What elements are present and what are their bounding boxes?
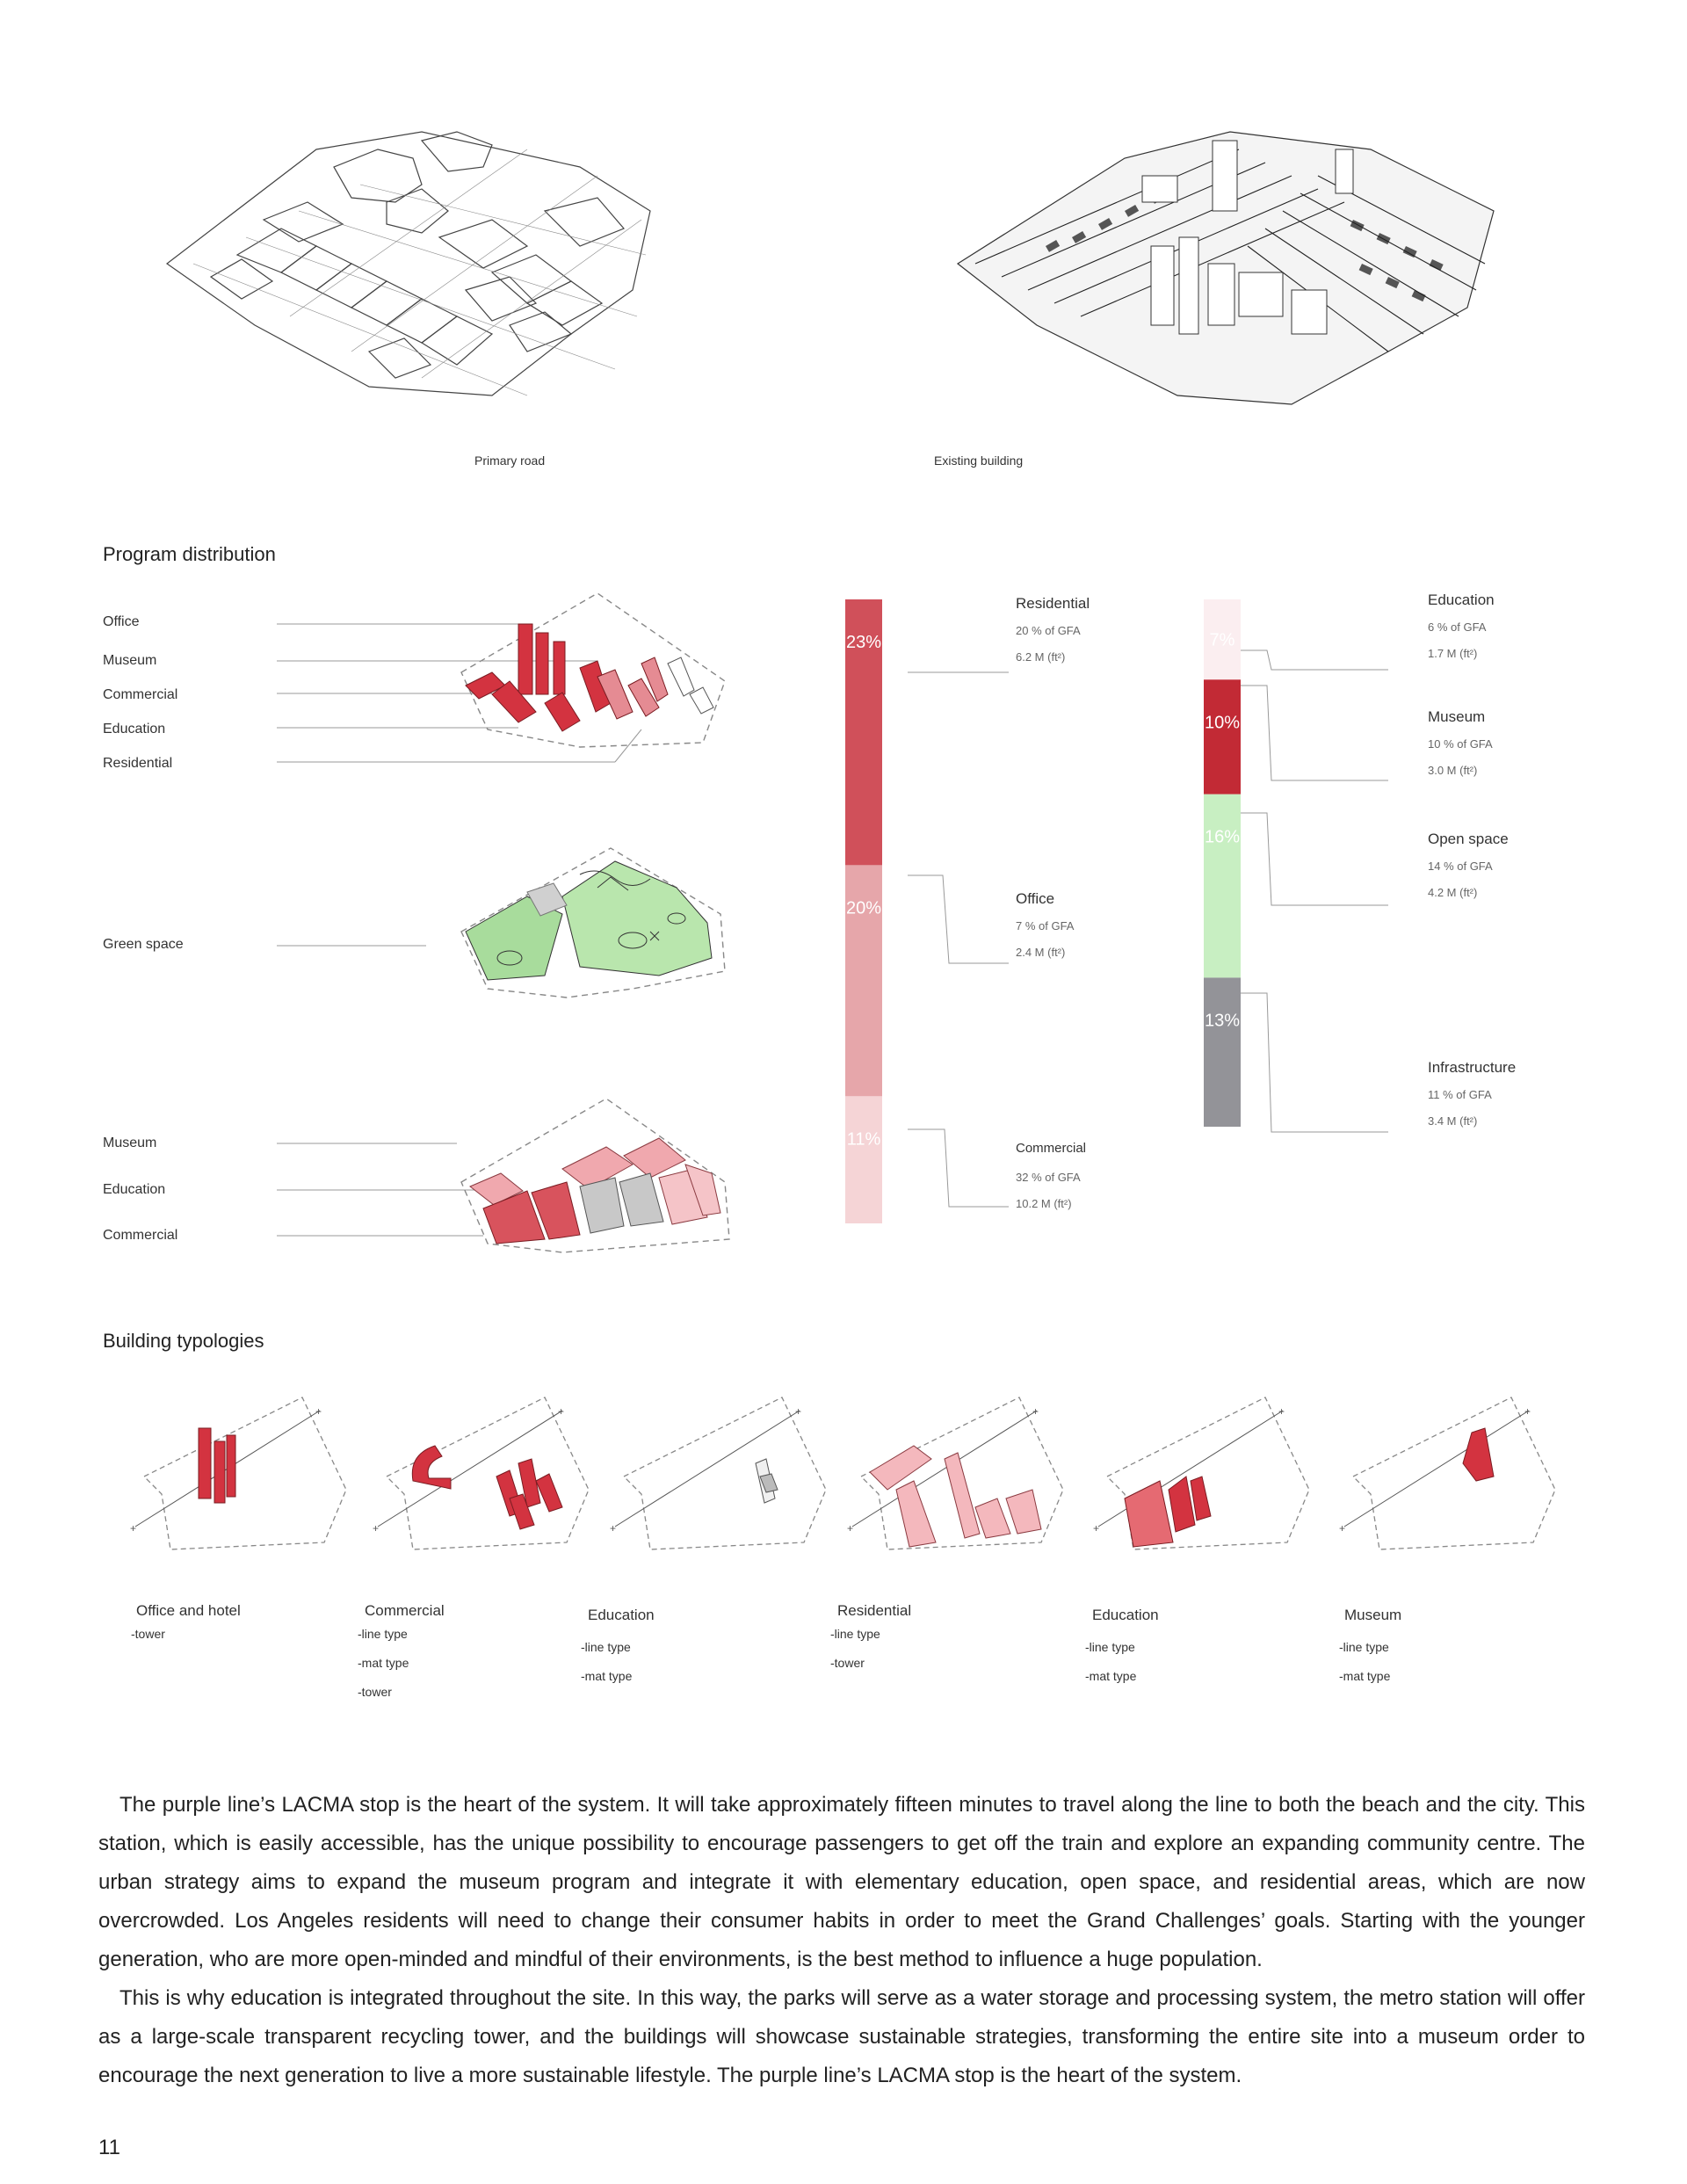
typology-diagram-museum — [1339, 1397, 1555, 1549]
bar2-infrastructure-name: Infrastructure — [1428, 1059, 1517, 1076]
program-distribution-heading: Program distribution — [103, 543, 276, 565]
typology-title: Residential — [837, 1602, 912, 1619]
bar2-open-space-share: 14 % of GFA — [1428, 860, 1493, 873]
typology-sub: -tower — [131, 1627, 165, 1641]
bar2-museum-share: 10 % of GFA — [1428, 737, 1493, 751]
bar1-segment-label-1: 20% — [845, 898, 882, 918]
typology-title: Museum — [1344, 1607, 1402, 1623]
bar1-residential-share: 20 % of GFA — [1016, 624, 1081, 637]
typology-diagrams: + + — [123, 1393, 1564, 1569]
existing-building-map — [949, 114, 1511, 413]
typology-diagram-office — [130, 1397, 346, 1549]
bar2-education-name: Education — [1428, 591, 1495, 608]
typology-sub: -tower — [830, 1656, 865, 1670]
bar2-museum-name: Museum — [1428, 708, 1486, 725]
bar1-commercial-name: Commercial — [1016, 1141, 1087, 1156]
bar2-open-space-area: 4.2 M (ft²) — [1428, 886, 1478, 899]
typology-sub: -mat type — [1339, 1669, 1391, 1683]
building-typologies-heading: Building typologies — [103, 1330, 264, 1352]
bar2-infrastructure-share: 11 % of GFA — [1428, 1088, 1492, 1101]
bar2-segment-1 — [1204, 679, 1241, 794]
diagram1-label-residential: Residential — [103, 756, 173, 771]
typology-diagram-education-2 — [1093, 1397, 1309, 1549]
diagram3-label-education: Education — [103, 1182, 166, 1197]
typology-title: Commercial — [365, 1602, 445, 1619]
bar2-segment-label-3: 13% — [1204, 1011, 1241, 1031]
bar2-open-space-name: Open space — [1428, 831, 1509, 847]
bar1-segment-label-0: 23% — [845, 633, 882, 652]
diagram1-label-office: Office — [103, 614, 140, 629]
typology-diagram-commercial — [373, 1397, 589, 1549]
typology-museum — [1339, 1607, 1402, 1691]
typology-sub: -mat type — [581, 1669, 633, 1683]
bar1-office-name: Office — [1016, 890, 1055, 907]
typology-sub: -line type — [1085, 1640, 1135, 1654]
bar2-infrastructure-area: 3.4 M (ft²) — [1428, 1114, 1478, 1128]
bar2-education-share: 6 % of GFA — [1428, 620, 1487, 634]
typology-residential — [830, 1602, 912, 1678]
diagram2-label-green-space: Green space — [103, 937, 184, 952]
typology-office-and-hotel — [131, 1602, 241, 1649]
building-program-diagram — [264, 580, 756, 791]
bar1-residential-area: 6.2 M (ft²) — [1016, 650, 1066, 664]
body-paragraph-2: This is why education is integrated throughout the site. In this way, the parks will serve as a water storage and processing system, the metro station will offer as a large-scale transparent recycling tower, and the buildings will showcase sustainable strategies, transforming the entire site into a museum order to encourage the next generation to live a more sustainable lifestyle. The purple line’s LACMA stop is the heart of the system. — [98, 1986, 1585, 2087]
bar1-office-area: 2.4 M (ft²) — [1016, 946, 1066, 959]
typology-sub: -line type — [581, 1640, 631, 1654]
typology-title: Education — [588, 1607, 655, 1623]
typology-sub: -tower — [358, 1685, 392, 1699]
diagram3-label-museum: Museum — [103, 1136, 157, 1150]
bar1-commercial-area: 10.2 M (ft²) — [1016, 1197, 1072, 1210]
diagram3-label-commercial: Commercial — [103, 1228, 178, 1243]
bar2-segment-label-0: 7% — [1209, 630, 1235, 650]
bar2-segment-3 — [1204, 977, 1241, 1127]
primary-road-caption: Primary road — [474, 453, 546, 468]
green-space-diagram — [264, 835, 756, 1011]
typology-sub: -mat type — [358, 1656, 409, 1670]
bar2-segment-label-2: 16% — [1204, 827, 1241, 847]
bar2-education-area: 1.7 M (ft²) — [1428, 647, 1478, 660]
bar2-segment-2 — [1204, 795, 1241, 978]
typology-diagram-residential — [847, 1397, 1063, 1549]
bar2-museum-area: 3.0 M (ft²) — [1428, 764, 1478, 777]
primary-road-map — [158, 114, 668, 413]
typology-sub: -mat type — [1085, 1669, 1137, 1683]
typology-title: Education — [1092, 1607, 1159, 1623]
page-number: 11 — [98, 2136, 120, 2159]
typology-sub: -line type — [1339, 1640, 1389, 1654]
body-text — [98, 1786, 1585, 2095]
diagram1-label-museum: Museum — [103, 653, 157, 668]
diagram1-label-education: Education — [103, 722, 166, 736]
bar1-office-share: 7 % of GFA — [1016, 919, 1075, 932]
bar2-segment-label-1: 10% — [1204, 713, 1241, 733]
typology-title: Office and hotel — [136, 1602, 241, 1619]
bar1-residential-name: Residential — [1016, 595, 1090, 612]
program-bar-chart-1 — [835, 580, 1133, 1248]
body-paragraph-1: The purple line’s LACMA stop is the heart of the system. It will take approximately fifteen minutes to travel along the line to both the beach and the city. This station, which is easily accessible, has the unique possibility to encourage passengers to get off the train and explore an expanding community centre. The urban strategy aims to expand the museum program and integrate it with elementary education, open space, and residential areas, which are now overcrowded. Los Angeles residents will need to change their consumer habits in order to meet the Grand Challenges’ goals. Starting with the younger generation, who are more open-minded and mindful of their environments, is the best method to influence a huge population. — [98, 1793, 1585, 1971]
typology-commercial — [358, 1602, 445, 1707]
typology-diagram-education-1 — [610, 1397, 826, 1549]
bar1-segment-label-2: 11% — [846, 1129, 881, 1150]
typology-sub: -line type — [358, 1627, 408, 1641]
diagram1-label-commercial: Commercial — [103, 687, 178, 702]
existing-building-caption: Existing building — [934, 453, 1024, 468]
typology-education-2 — [1085, 1607, 1159, 1691]
bar1-segment-2 — [845, 1096, 882, 1223]
bar1-commercial-share: 32 % of GFA — [1016, 1171, 1081, 1184]
typology-sub: -line type — [830, 1627, 880, 1641]
typology-education-1 — [581, 1607, 655, 1691]
ground-program-diagram — [264, 1094, 756, 1257]
